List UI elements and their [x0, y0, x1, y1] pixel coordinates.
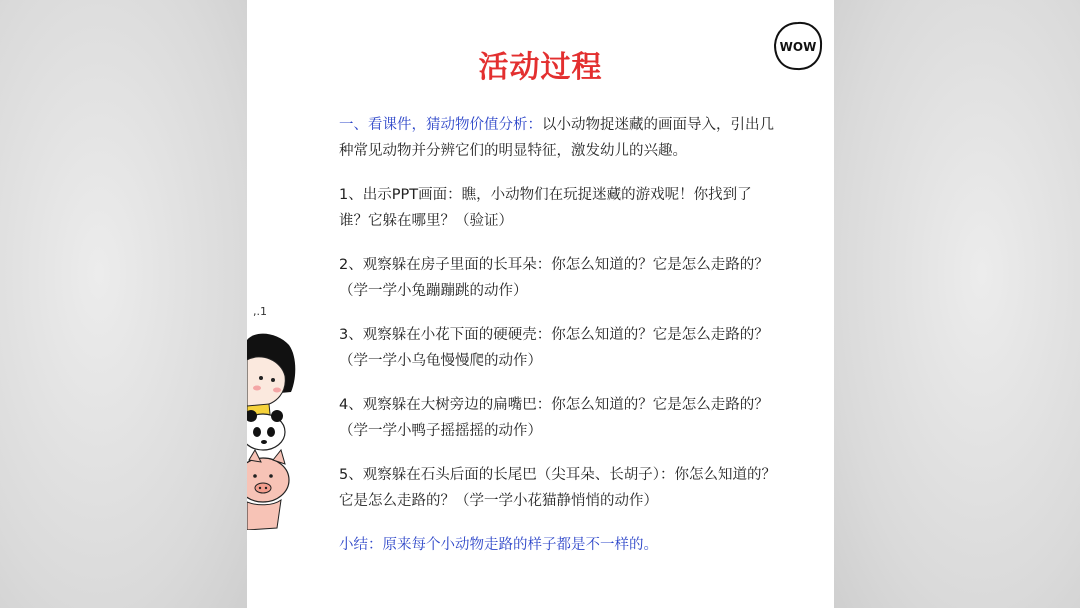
intro-heading: 一、看课件，猜动物价值分析： — [339, 117, 542, 133]
page-title: 活动过程 — [478, 50, 603, 85]
intro-text: 以小动物捉迷藏的画面导入，引出几种常见动物并分辨它们的明显特征，激发幼儿的兴趣。 — [339, 117, 774, 159]
cartoon-characters-icon — [247, 300, 307, 530]
step-item-2: 2、观察躲在房子里面的长耳朵：你怎么知道的？它是怎么走路的？（学一学小兔蹦蹦跳的动作） — [339, 257, 769, 299]
wow-badge-icon — [772, 20, 824, 72]
wow-badge-text: WOW — [779, 40, 817, 54]
summary-text: 小结：原来每个小动物走路的样子都是不一样的。 — [339, 537, 658, 553]
left-background — [0, 0, 247, 608]
step-item-4: 4、观察躲在大树旁边的扁嘴巴：你怎么知道的？它是怎么走路的？（学一学小鸭子摇摇摇的动作） — [339, 397, 769, 439]
step-item-3: 3、观察躲在小花下面的硬硬壳：你怎么知道的？它是怎么走路的？（学一学小乌龟慢慢爬的动作） — [339, 327, 769, 369]
document-body — [339, 112, 779, 558]
right-background — [834, 0, 1080, 608]
step-item-1: 1、出示PPT画面：瞧，小动物们在玩捉迷藏的游戏呢！你找到了谁？它躲在哪里？（验证） — [339, 187, 752, 229]
intro-paragraph — [339, 112, 779, 164]
step-item-5: 5、观察躲在石头后面的长尾巴（尖耳朵、长胡子）：你怎么知道的？它是怎么走路的？（学一学小花猫静悄悄的动作） — [339, 467, 776, 509]
sketch-mark: ,.1 — [253, 305, 267, 318]
document-page — [247, 0, 834, 608]
